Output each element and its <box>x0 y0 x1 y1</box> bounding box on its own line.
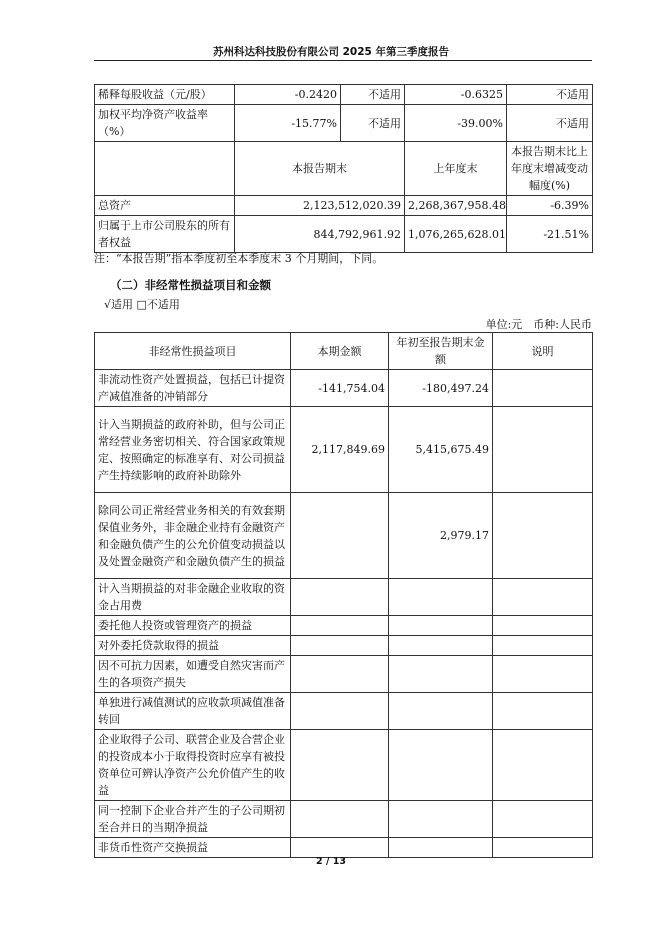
header-current-amount: 本期金额 <box>291 333 389 370</box>
table-row <box>95 216 593 253</box>
cell-value: -21.51% <box>507 216 593 253</box>
cell-value <box>389 801 493 838</box>
cell-value: 2,123,512,020.39 <box>235 196 405 216</box>
cell-description <box>493 838 593 858</box>
cell-value: -39.00% <box>405 105 507 142</box>
cell-value: 2,979.17 <box>389 493 493 579</box>
cell-value <box>291 616 389 636</box>
table-row <box>95 616 593 636</box>
item-label: 同一控制下企业合并产生的子公司期初至合并日的当期净损益 <box>95 801 291 838</box>
cell-value: 不适用 <box>341 105 405 142</box>
financial-indicators-table <box>94 84 593 253</box>
table-row <box>95 493 593 579</box>
cell-value <box>389 693 493 730</box>
cell-description <box>493 616 593 636</box>
cell-value <box>291 636 389 656</box>
header-ytd-amount: 年初至报告期末金额 <box>389 333 493 370</box>
cell-value: 不适用 <box>507 85 593 105</box>
item-label: 计入当期损益的政府补助，但与公司正常经营业务密切相关、符合国家政策规定、按照确定的标准享有、对公司损益产生持续影响的政府补助除外 <box>95 407 291 493</box>
item-label: 对外委托贷款取得的损益 <box>95 636 291 656</box>
table-row <box>95 105 593 142</box>
cell-value <box>389 636 493 656</box>
cell-value: -0.6325 <box>405 85 507 105</box>
cell-value: 5,415,675.49 <box>389 407 493 493</box>
cell-value: -15.77% <box>235 105 341 142</box>
cell-value: -141,754.04 <box>291 370 389 407</box>
table-row <box>95 636 593 656</box>
table-row <box>95 196 593 216</box>
cell-description <box>493 579 593 616</box>
cell-description <box>493 801 593 838</box>
table-row <box>95 579 593 616</box>
row-label: 加权平均净资产收益率（%） <box>95 105 235 142</box>
report-header-title: 苏州科达科技股份有限公司 2025 年第三季度报告 <box>212 46 450 58</box>
cell-value: 1,076,265,628.01 <box>405 216 507 253</box>
cell-value: 不适用 <box>341 85 405 105</box>
item-label: 委托他人投资或管理资产的损益 <box>95 616 291 636</box>
cell-value <box>389 616 493 636</box>
cell-value: 2,117,849.69 <box>291 407 389 493</box>
row-label: 稀释每股收益（元/股） <box>95 85 235 105</box>
cell-value: -180,497.24 <box>389 370 493 407</box>
header-current-period-end: 本报告期末 <box>235 142 405 196</box>
footnote: 注：“本报告期”指本季度初至本季度末 3 个月期间，下同。 <box>94 252 384 265</box>
cell-value <box>291 730 389 801</box>
table-row <box>95 838 593 858</box>
table-row <box>95 407 593 493</box>
header-change-percent: 本报告期末比上年度末增减变动幅度(%) <box>507 142 593 196</box>
table-row <box>95 730 593 801</box>
cell-value <box>389 579 493 616</box>
table-row <box>95 693 593 730</box>
cell-description <box>493 656 593 693</box>
cell-value <box>291 656 389 693</box>
header-item: 非经常性损益项目 <box>95 333 291 370</box>
cell-value <box>291 801 389 838</box>
page-number: 2 / 13 <box>316 856 346 867</box>
row-label: 总资产 <box>95 196 235 216</box>
non-recurring-items-table <box>94 332 593 858</box>
cell-value: 2,268,367,958.48 <box>405 196 507 216</box>
cell-value <box>389 838 493 858</box>
table-header-row <box>95 142 593 196</box>
cell-value <box>291 693 389 730</box>
item-label: 单独进行减值测试的应收款项减值准备转回 <box>95 693 291 730</box>
cell-value: -6.39% <box>507 196 593 216</box>
row-label: 归属于上市公司股东的所有者权益 <box>95 216 235 253</box>
item-label: 因不可抗力因素，如遭受自然灾害而产生的各项资产损失 <box>95 656 291 693</box>
header-description: 说明 <box>493 333 593 370</box>
cell-value <box>291 579 389 616</box>
table-header-row <box>95 333 593 370</box>
cell-description <box>493 407 593 493</box>
table-row <box>95 370 593 407</box>
item-label: 非流动性资产处置损益，包括已计提资产减值准备的冲销部分 <box>95 370 291 407</box>
item-label: 除同公司正常经营业务相关的有效套期保值业务外，非金融企业持有金融资产和金融负债产生的公允价值变动损益以及处置金融资产和金融负债产生的损益 <box>95 493 291 579</box>
item-label: 非货币性资产交换损益 <box>95 838 291 858</box>
cell-value: 不适用 <box>507 105 593 142</box>
cell-description <box>493 730 593 801</box>
cell-value <box>389 656 493 693</box>
cell-value <box>389 730 493 801</box>
cell-value: 844,792,961.92 <box>235 216 405 253</box>
item-label: 企业取得子公司、联营企业及合营企业的投资成本小于取得投资时应享有被投资单位可辨认净资产公允价值产生的收益 <box>95 730 291 801</box>
applicable-checkbox-line: √适用 □不适用 <box>104 298 180 311</box>
cell-description <box>493 693 593 730</box>
cell-description <box>493 370 593 407</box>
cell-description <box>493 636 593 656</box>
cell-value: -0.2420 <box>235 85 341 105</box>
unit-currency-line: 单位:元 币种:人民币 <box>485 318 592 331</box>
table-row <box>95 656 593 693</box>
table-row <box>95 85 593 105</box>
item-label: 计入当期损益的对非金融企业收取的资金占用费 <box>95 579 291 616</box>
section-title: （二）非经常性损益项目和金额 <box>110 278 271 292</box>
header-rule <box>94 60 592 61</box>
header-last-year-end: 上年度末 <box>405 142 507 196</box>
cell-value <box>291 838 389 858</box>
cell-description <box>493 493 593 579</box>
empty-header-cell <box>95 142 235 196</box>
table-row <box>95 801 593 838</box>
cell-value <box>291 493 389 579</box>
